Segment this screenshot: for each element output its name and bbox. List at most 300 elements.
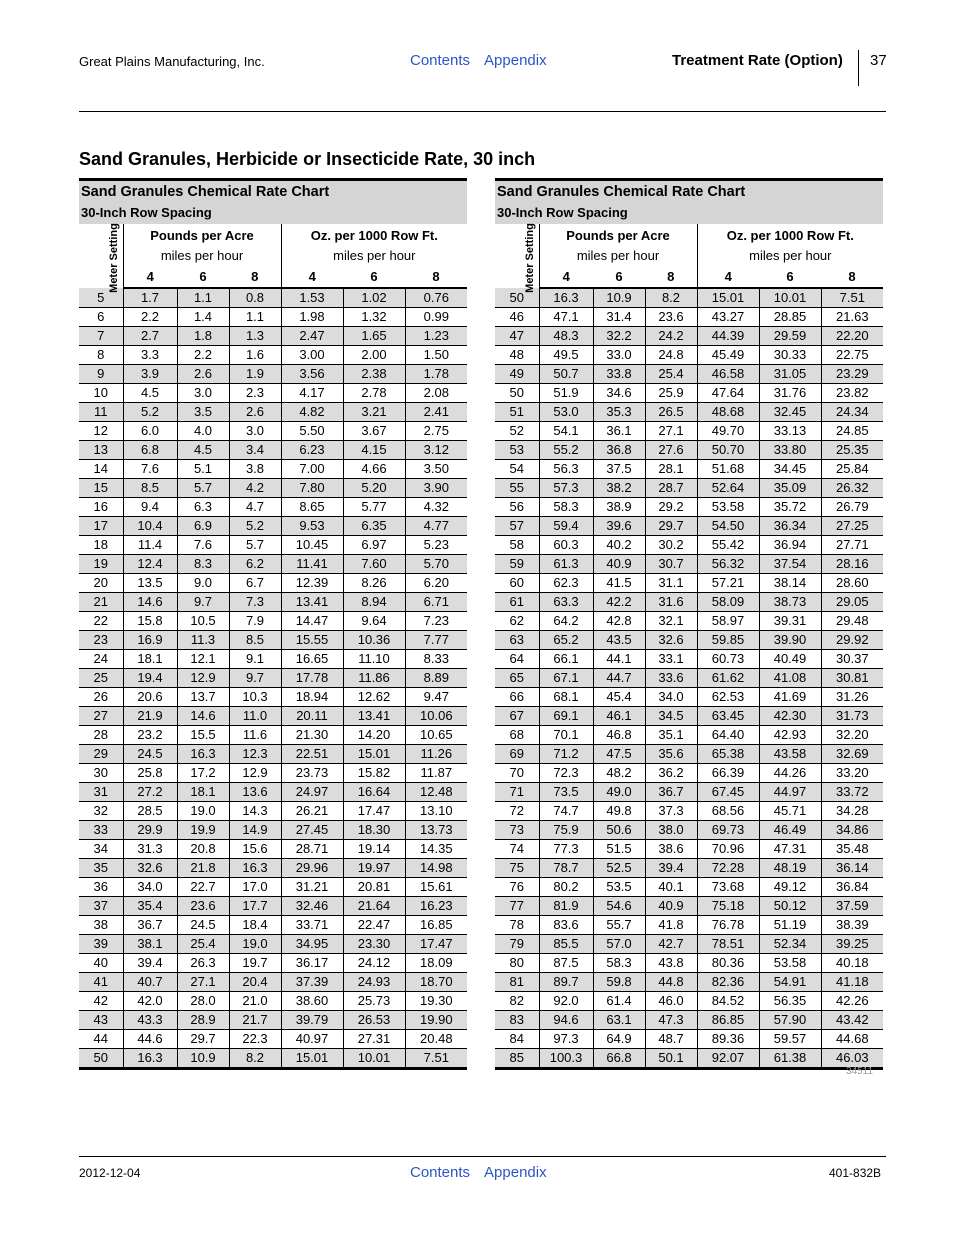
rate-cell: 36.8 (593, 441, 645, 460)
rate-cell: 33.80 (759, 441, 821, 460)
rate-cell: 62.3 (539, 574, 593, 593)
meter-setting-cell: 42 (79, 992, 123, 1011)
rate-cell: 42.0 (123, 992, 177, 1011)
rate-cell: 7.00 (281, 460, 343, 479)
table-row (79, 1011, 467, 1030)
rate-cell: 67.1 (539, 669, 593, 688)
rate-cell: 31.1 (645, 574, 697, 593)
rate-cell: 33.8 (593, 365, 645, 384)
rate-cell: 56.35 (759, 992, 821, 1011)
meter-setting-cell: 26 (79, 688, 123, 707)
rate-cell: 11.10 (343, 650, 405, 669)
rate-cell: 3.21 (343, 403, 405, 422)
meter-setting-cell: 67 (495, 707, 539, 726)
table-row (79, 403, 467, 422)
table-row (495, 498, 883, 517)
table-row (79, 954, 467, 973)
table-row (79, 935, 467, 954)
rate-cell: 13.5 (123, 574, 177, 593)
rate-cell: 47.3 (645, 1011, 697, 1030)
rate-cell: 22.47 (343, 916, 405, 935)
table-row (79, 669, 467, 688)
rate-cell: 46.1 (593, 707, 645, 726)
rate-cell: 20.48 (405, 1030, 467, 1049)
rate-cell: 13.41 (343, 707, 405, 726)
meter-setting-cell: 82 (495, 992, 539, 1011)
rate-cell: 10.45 (281, 536, 343, 555)
oz-per-1000-header: Oz. per 1000 Row Ft. (697, 224, 883, 246)
rate-cell: 24.12 (343, 954, 405, 973)
rate-cell: 89.36 (697, 1030, 759, 1049)
rate-cell: 82.36 (697, 973, 759, 992)
chart-subtitle: 30-Inch Row Spacing (81, 205, 212, 220)
meter-setting-cell: 66 (495, 688, 539, 707)
rate-cell: 3.00 (281, 346, 343, 365)
rate-cell: 40.7 (123, 973, 177, 992)
meter-setting-cell: 49 (495, 365, 539, 384)
rate-cell: 58.3 (539, 498, 593, 517)
rate-cell: 38.6 (645, 840, 697, 859)
rate-cell: 29.05 (821, 593, 883, 612)
rate-cell: 22.7 (177, 878, 229, 897)
oz-per-1000-header: Oz. per 1000 Row Ft. (281, 224, 467, 246)
meter-setting-cell: 22 (79, 612, 123, 631)
pounds-per-acre-header: Pounds per Acre (150, 227, 254, 243)
meter-setting-cell: 21 (79, 593, 123, 612)
pounds-per-acre-header: Pounds per Acre (566, 227, 670, 243)
rate-cell: 7.23 (405, 612, 467, 631)
footer-date: 2012-12-04 (79, 1166, 141, 1180)
rate-cell: 31.3 (123, 840, 177, 859)
rate-cell: 22.75 (821, 346, 883, 365)
rate-cell: 12.62 (343, 688, 405, 707)
rate-cell: 2.2 (177, 346, 229, 365)
rate-cell: 5.20 (343, 479, 405, 498)
rate-cell: 21.8 (177, 859, 229, 878)
rate-cell: 12.39 (281, 574, 343, 593)
table-row (495, 1011, 883, 1030)
rate-cell: 1.1 (177, 288, 229, 308)
rate-cell: 4.7 (229, 498, 281, 517)
meter-setting-cell: 16 (79, 498, 123, 517)
table-row (79, 460, 467, 479)
rate-cell: 34.5 (645, 707, 697, 726)
table-row (79, 1049, 467, 1069)
meter-setting-cell: 51 (495, 403, 539, 422)
rate-cell: 51.5 (593, 840, 645, 859)
speed-header: 4 (539, 265, 593, 288)
table-row (495, 726, 883, 745)
rate-cell: 43.8 (645, 954, 697, 973)
rate-cell: 33.13 (759, 422, 821, 441)
rate-cell: 48.7 (645, 1030, 697, 1049)
table-row (495, 555, 883, 574)
rate-cell: 14.20 (343, 726, 405, 745)
rate-cell: 53.58 (697, 498, 759, 517)
rate-cell: 39.79 (281, 1011, 343, 1030)
table-title-cell (79, 180, 467, 225)
rate-cell: 4.5 (177, 441, 229, 460)
rate-cell: 8.2 (229, 1049, 281, 1069)
table-row (495, 631, 883, 650)
table-row (79, 992, 467, 1011)
rate-cell: 38.9 (593, 498, 645, 517)
table-row (495, 536, 883, 555)
meter-setting-cell: 63 (495, 631, 539, 650)
rate-cell: 43.58 (759, 745, 821, 764)
meter-setting-cell: 50 (79, 1049, 123, 1069)
rate-cell: 19.14 (343, 840, 405, 859)
rate-cell: 22.20 (821, 327, 883, 346)
rate-cell: 1.3 (229, 327, 281, 346)
rate-cell: 15.8 (123, 612, 177, 631)
rate-cell: 2.7 (123, 327, 177, 346)
rate-cell: 10.06 (405, 707, 467, 726)
page-number: 37 (870, 52, 887, 69)
meter-setting-label: Meter Setting (523, 222, 536, 293)
meter-setting-cell: 17 (79, 517, 123, 536)
rate-cell: 5.77 (343, 498, 405, 517)
header-contents-link[interactable]: Contents (410, 52, 471, 69)
rate-cell: 69.1 (539, 707, 593, 726)
table-row (79, 897, 467, 916)
rate-cell: 87.5 (539, 954, 593, 973)
rate-cell: 47.1 (539, 308, 593, 327)
rate-cell: 59.8 (593, 973, 645, 992)
meter-setting-cell: 55 (495, 479, 539, 498)
table-row (495, 745, 883, 764)
table-row (79, 688, 467, 707)
meter-setting-cell: 19 (79, 555, 123, 574)
meter-setting-cell: 6 (79, 308, 123, 327)
table-row (79, 365, 467, 384)
rate-cell: 17.0 (229, 878, 281, 897)
rate-chart-left (79, 178, 467, 1070)
rate-cell: 8.94 (343, 593, 405, 612)
rate-cell: 3.0 (229, 422, 281, 441)
rate-cell: 57.3 (539, 479, 593, 498)
rate-cell: 72.3 (539, 764, 593, 783)
rate-cell: 31.76 (759, 384, 821, 403)
meter-setting-cell: 38 (79, 916, 123, 935)
rate-cell: 45.49 (697, 346, 759, 365)
rate-cell: 23.30 (343, 935, 405, 954)
table-row (495, 954, 883, 973)
rate-cell: 23.6 (645, 308, 697, 327)
rate-cell: 11.6 (229, 726, 281, 745)
rate-cell: 50.12 (759, 897, 821, 916)
rate-cell: 9.7 (229, 669, 281, 688)
rate-cell: 9.53 (281, 517, 343, 536)
rate-cell: 92.07 (697, 1049, 759, 1069)
rate-cell: 37.54 (759, 555, 821, 574)
rate-cell: 24.34 (821, 403, 883, 422)
table-row (495, 859, 883, 878)
rate-cell: 38.60 (281, 992, 343, 1011)
rate-cell: 100.3 (539, 1049, 593, 1069)
meter-setting-cell: 64 (495, 650, 539, 669)
rate-cell: 34.0 (645, 688, 697, 707)
rate-cell: 35.3 (593, 403, 645, 422)
table-row (495, 802, 883, 821)
rate-cell: 13.10 (405, 802, 467, 821)
meter-setting-cell: 40 (79, 954, 123, 973)
rate-cell: 69.73 (697, 821, 759, 840)
table-row (79, 840, 467, 859)
rate-cell: 75.18 (697, 897, 759, 916)
meter-setting-cell: 24 (79, 650, 123, 669)
rate-cell: 14.98 (405, 859, 467, 878)
rate-cell: 30.33 (759, 346, 821, 365)
meter-setting-cell: 7 (79, 327, 123, 346)
meter-setting-cell: 53 (495, 441, 539, 460)
rate-cell: 38.2 (593, 479, 645, 498)
header-company: Great Plains Manufacturing, Inc. (79, 54, 265, 69)
rate-cell: 20.6 (123, 688, 177, 707)
rate-cell: 7.3 (229, 593, 281, 612)
rate-cell: 6.23 (281, 441, 343, 460)
table-row (79, 593, 467, 612)
rate-cell: 19.90 (405, 1011, 467, 1030)
table-row (495, 288, 883, 308)
meter-setting-cell: 59 (495, 555, 539, 574)
rate-cell: 54.91 (759, 973, 821, 992)
rate-cell: 31.4 (593, 308, 645, 327)
rate-cell: 2.08 (405, 384, 467, 403)
page-title: Sand Granules, Herbicide or Insecticide Rate, 30 inch (79, 149, 536, 169)
table-row (495, 707, 883, 726)
mph-label: miles per hour (576, 248, 660, 263)
rate-cell: 39.90 (759, 631, 821, 650)
rate-cell: 36.14 (821, 859, 883, 878)
rate-cell: 19.4 (123, 669, 177, 688)
rate-cell: 50.6 (593, 821, 645, 840)
rate-cell: 7.9 (229, 612, 281, 631)
rate-cell: 32.6 (645, 631, 697, 650)
rate-cell: 27.31 (343, 1030, 405, 1049)
table-row (79, 802, 467, 821)
rate-cell: 4.77 (405, 517, 467, 536)
rate-cell: 45.71 (759, 802, 821, 821)
rate-cell: 7.6 (123, 460, 177, 479)
meter-setting-cell: 68 (495, 726, 539, 745)
rate-cell: 25.4 (177, 935, 229, 954)
rate-cell: 23.82 (821, 384, 883, 403)
table-row (495, 574, 883, 593)
rate-cell: 18.4 (229, 916, 281, 935)
rate-cell: 48.3 (539, 327, 593, 346)
rate-cell: 64.9 (593, 1030, 645, 1049)
rate-cell: 15.5 (177, 726, 229, 745)
rate-cell: 31.73 (821, 707, 883, 726)
rate-cell: 3.8 (229, 460, 281, 479)
rate-cell: 18.09 (405, 954, 467, 973)
table-row (495, 935, 883, 954)
rate-cell: 3.4 (229, 441, 281, 460)
rate-cell: 7.6 (177, 536, 229, 555)
rate-cell: 66.39 (697, 764, 759, 783)
table-row (495, 840, 883, 859)
rate-cell: 39.6 (593, 517, 645, 536)
rate-cell: 12.9 (229, 764, 281, 783)
rate-cell: 33.72 (821, 783, 883, 802)
header-appendix-link[interactable]: Appendix (484, 52, 547, 69)
meter-setting-cell: 78 (495, 916, 539, 935)
rate-cell: 16.85 (405, 916, 467, 935)
rate-cell: 65.2 (539, 631, 593, 650)
speed-header: 4 (281, 265, 343, 288)
rate-cell: 42.8 (593, 612, 645, 631)
rate-cell: 34.6 (593, 384, 645, 403)
table-row (79, 555, 467, 574)
rate-cell: 11.86 (343, 669, 405, 688)
mph-label: miles per hour (697, 246, 883, 265)
rate-cell: 54.6 (593, 897, 645, 916)
table-row (495, 403, 883, 422)
rate-cell: 25.9 (645, 384, 697, 403)
table-row (79, 422, 467, 441)
rate-cell: 28.1 (645, 460, 697, 479)
rate-cell: 7.77 (405, 631, 467, 650)
rate-cell: 28.85 (759, 308, 821, 327)
rate-cell: 83.6 (539, 916, 593, 935)
meter-setting-cell: 62 (495, 612, 539, 631)
rate-cell: 6.20 (405, 574, 467, 593)
rate-cell: 27.71 (821, 536, 883, 555)
meter-setting-cell: 79 (495, 935, 539, 954)
table-row (79, 707, 467, 726)
speed-header: 4 (697, 265, 759, 288)
rate-cell: 11.41 (281, 555, 343, 574)
rate-cell: 21.30 (281, 726, 343, 745)
rate-cell: 21.64 (343, 897, 405, 916)
footer-appendix-link[interactable]: Appendix (484, 1164, 547, 1181)
table-row (79, 327, 467, 346)
meter-setting-cell: 46 (495, 308, 539, 327)
meter-setting-cell: 65 (495, 669, 539, 688)
rate-cell: 72.28 (697, 859, 759, 878)
rate-cell: 4.66 (343, 460, 405, 479)
rate-cell: 65.38 (697, 745, 759, 764)
meter-setting-cell: 31 (79, 783, 123, 802)
meter-setting-header (79, 222, 123, 293)
rate-cell: 40.1 (645, 878, 697, 897)
rate-cell: 41.18 (821, 973, 883, 992)
rate-cell: 78.51 (697, 935, 759, 954)
rate-cell: 25.35 (821, 441, 883, 460)
rate-cell: 14.47 (281, 612, 343, 631)
table-row (495, 346, 883, 365)
rate-cell: 35.48 (821, 840, 883, 859)
rate-cell: 9.4 (123, 498, 177, 517)
rate-cell: 25.8 (123, 764, 177, 783)
rate-cell: 49.0 (593, 783, 645, 802)
rate-cell: 1.6 (229, 346, 281, 365)
rate-cell: 11.4 (123, 536, 177, 555)
meter-setting-cell: 35 (79, 859, 123, 878)
rate-cell: 59.85 (697, 631, 759, 650)
rate-cell: 31.26 (821, 688, 883, 707)
rate-cell: 20.8 (177, 840, 229, 859)
rate-cell: 61.38 (759, 1049, 821, 1069)
meter-setting-cell: 60 (495, 574, 539, 593)
meter-setting-header (495, 222, 539, 293)
rate-cell: 39.4 (645, 859, 697, 878)
rate-cell: 37.5 (593, 460, 645, 479)
rate-cell: 10.9 (177, 1049, 229, 1069)
meter-setting-cell: 5 (79, 288, 123, 308)
table-row (495, 821, 883, 840)
rate-cell: 6.35 (343, 517, 405, 536)
rate-cell: 52.64 (697, 479, 759, 498)
table-row (79, 745, 467, 764)
rate-cell: 24.5 (123, 745, 177, 764)
table-row (79, 308, 467, 327)
rate-cell: 78.7 (539, 859, 593, 878)
rate-cell: 48.19 (759, 859, 821, 878)
rate-cell: 29.59 (759, 327, 821, 346)
rate-cell: 21.9 (123, 707, 177, 726)
rate-cell: 1.32 (343, 308, 405, 327)
rate-cell: 22.51 (281, 745, 343, 764)
table-row (79, 726, 467, 745)
rate-cell: 9.47 (405, 688, 467, 707)
rate-cell: 40.9 (593, 555, 645, 574)
meter-setting-cell: 81 (495, 973, 539, 992)
rate-cell: 14.9 (229, 821, 281, 840)
rate-cell: 38.14 (759, 574, 821, 593)
rate-cell: 12.48 (405, 783, 467, 802)
meter-setting-cell: 18 (79, 536, 123, 555)
rate-cell: 35.1 (645, 726, 697, 745)
rate-table (79, 178, 467, 1070)
rate-cell: 97.3 (539, 1030, 593, 1049)
rate-cell: 3.5 (177, 403, 229, 422)
rate-cell: 18.1 (177, 783, 229, 802)
rate-cell: 42.93 (759, 726, 821, 745)
footer-contents-link[interactable]: Contents (410, 1164, 471, 1181)
rate-cell: 30.2 (645, 536, 697, 555)
rate-cell: 84.52 (697, 992, 759, 1011)
meter-setting-cell: 39 (79, 935, 123, 954)
meter-setting-cell: 61 (495, 593, 539, 612)
rate-cell: 8.65 (281, 498, 343, 517)
rate-cell: 13.7 (177, 688, 229, 707)
rate-cell: 49.5 (539, 346, 593, 365)
rate-cell: 6.0 (123, 422, 177, 441)
rate-cell: 44.26 (759, 764, 821, 783)
rate-cell: 34.95 (281, 935, 343, 954)
rate-cell: 14.35 (405, 840, 467, 859)
rate-cell: 2.2 (123, 308, 177, 327)
rate-cell: 18.1 (123, 650, 177, 669)
rate-cell: 26.32 (821, 479, 883, 498)
rate-cell: 57.0 (593, 935, 645, 954)
meter-setting-cell: 14 (79, 460, 123, 479)
meter-setting-cell: 58 (495, 536, 539, 555)
rate-cell: 2.47 (281, 327, 343, 346)
rate-cell: 38.1 (123, 935, 177, 954)
rate-cell: 15.6 (229, 840, 281, 859)
rate-cell: 23.29 (821, 365, 883, 384)
rate-cell: 27.6 (645, 441, 697, 460)
rate-cell: 58.3 (593, 954, 645, 973)
rate-cell: 1.53 (281, 288, 343, 308)
meter-setting-cell: 56 (495, 498, 539, 517)
meter-setting-cell: 9 (79, 365, 123, 384)
rate-cell: 1.1 (229, 308, 281, 327)
meter-setting-label: Meter Setting (107, 222, 120, 293)
